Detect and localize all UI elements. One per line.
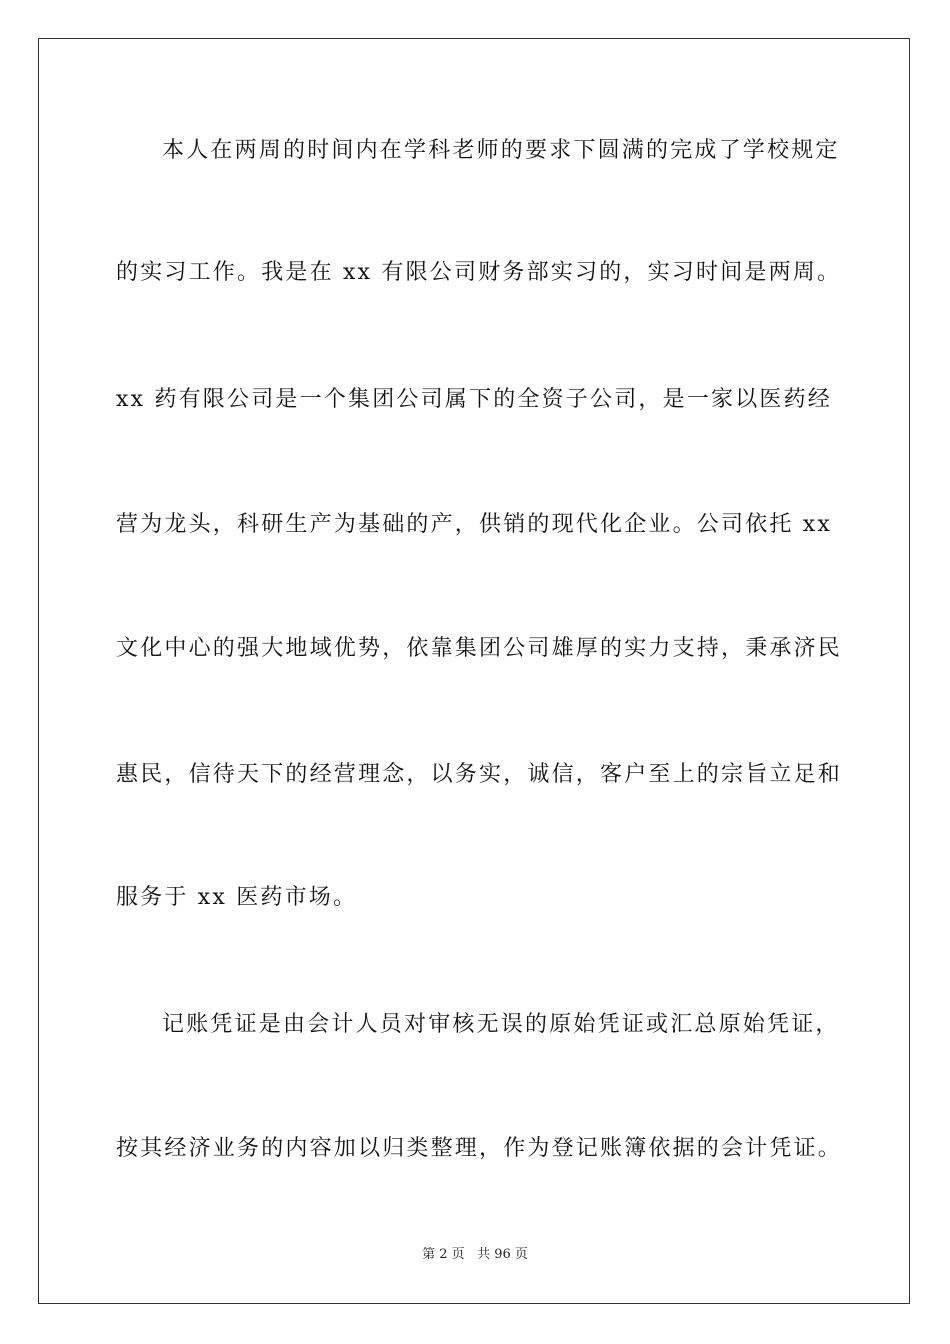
page-number: 第 2 页	[422, 1247, 465, 1262]
page-footer	[0, 1246, 950, 1264]
paragraph-line: 营为龙头，科研生产为基础的产，供销的现代化企业。公司依托 xx	[116, 512, 833, 537]
paragraph-line: 的实习工作。我是在 xx 有限公司财务部实习的，实习时间是两周。	[116, 260, 842, 285]
paragraph-line: xx 药有限公司是一个集团公司属下的全资子公司，是一家以医药经	[116, 387, 833, 412]
paragraph-line: 本人在两周的时间内在学科老师的要求下圆满的完成了学校规定	[162, 138, 840, 163]
page-total: 共 96 页	[477, 1247, 528, 1262]
paragraph-line: 按其经济业务的内容加以归类整理，作为登记账簿依据的会计凭证。	[116, 1136, 843, 1161]
paragraph-line: 文化中心的强大地域优势，依靠集团公司雄厚的实力支持，秉承济民	[116, 636, 843, 661]
paragraph-line: 服务于 xx 医药市场。	[116, 885, 358, 910]
paragraph-line: 惠民，信待天下的经营理念，以务实，诚信，客户至上的宗旨立足和	[116, 762, 843, 787]
paragraph-line: 记账凭证是由会计人员对审核无误的原始凭证或汇总原始凭证，	[162, 1012, 840, 1037]
page-border	[38, 38, 910, 1304]
